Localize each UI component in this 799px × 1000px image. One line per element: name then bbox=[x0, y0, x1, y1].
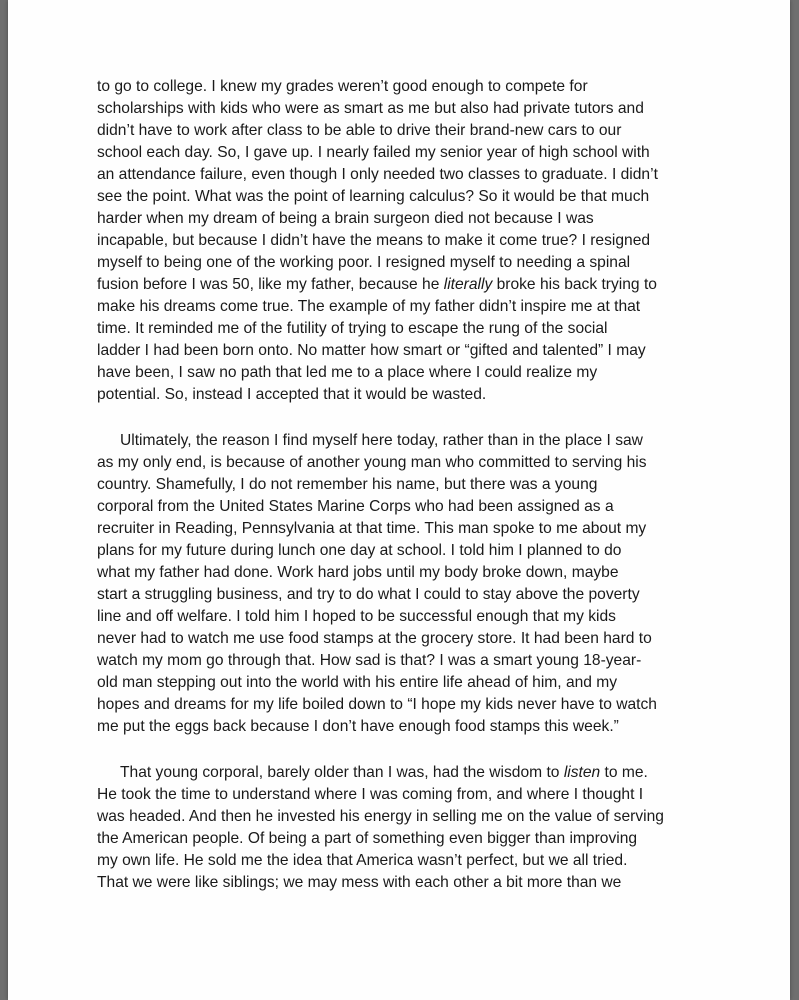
text-line: potential. So, instead I accepted that it would be wasted. bbox=[97, 386, 487, 403]
text-line: was headed. And then he invested his energy in selling me on the value of serving bbox=[97, 808, 664, 825]
text-line: plans for my future during lunch one day at school. I told him I planned to do bbox=[97, 542, 622, 559]
text-line: see the point. What was the point of learning calculus? So it would be that much bbox=[97, 188, 650, 205]
text-line: He took the time to understand where I was coming from, and where I thought I bbox=[97, 786, 644, 803]
text-line: incapable, but because I didn’t have the means to make it come true? I resigned bbox=[97, 232, 651, 249]
text-line: myself to being one of the working poor. I resigned myself to needing a spinal bbox=[97, 254, 631, 271]
text-line: me put the eggs back because I don’t have enough food stamps this week.” bbox=[97, 718, 619, 735]
text-line: what my father had done. Work hard jobs until my body broke down, maybe bbox=[97, 564, 619, 581]
text-line: line and off welfare. I told him I hoped to be successful enough that my kids bbox=[97, 608, 616, 625]
text-run: fusion before I was 50, like my father, because he bbox=[97, 276, 444, 293]
text-line: didn’t have to work after class to be able to drive their brand-new cars to our bbox=[97, 122, 622, 139]
text-line: old man stepping out into the world with his entire life ahead of him, and my bbox=[97, 674, 618, 691]
text-line bbox=[97, 275, 657, 295]
text-line: school each day. So, I gave up. I nearly failed my senior year of high school with bbox=[97, 144, 650, 161]
text-run: broke his back trying to bbox=[492, 276, 657, 293]
text-line: to go to college. I knew my grades weren’t good enough to compete for bbox=[97, 78, 588, 95]
text-line: as my only end, is because of another young man who committed to serving his bbox=[97, 454, 647, 471]
document-page bbox=[8, 0, 790, 1000]
italic-emphasis: listen bbox=[563, 764, 601, 781]
text-line: Ultimately, the reason I find myself here today, rather than in the place I saw bbox=[120, 432, 643, 449]
text-line: the American people. Of being a part of something even bigger than improving bbox=[97, 830, 638, 847]
text-line: harder when my dream of being a brain surgeon died not because I was bbox=[97, 210, 594, 227]
text-line: time. It reminded me of the futility of trying to escape the rung of the social bbox=[97, 320, 608, 337]
text-line: recruiter in Reading, Pennsylvania at that time. This man spoke to me about my bbox=[97, 520, 647, 537]
italic-emphasis: literally bbox=[443, 276, 493, 293]
text-run: to me. bbox=[600, 764, 648, 781]
text-line: start a struggling business, and try to do what I could to stay above the poverty bbox=[97, 586, 640, 603]
text-line: have been, I saw no path that led me to a place where I could realize my bbox=[97, 364, 598, 381]
text-line bbox=[120, 763, 648, 783]
text-line: scholarships with kids who were as smart as me but also had private tutors and bbox=[97, 100, 644, 117]
text-line: an attendance failure, even though I only needed two classes to graduate. I didn’t bbox=[97, 166, 658, 183]
text-line: hopes and dreams for my life boiled down to “I hope my kids never have to watch bbox=[97, 696, 657, 713]
text-line: make his dreams come true. The example of my father didn’t inspire me at that bbox=[97, 298, 641, 315]
text-line: never had to watch me use food stamps at the grocery store. It had been hard to bbox=[97, 630, 652, 647]
text-line: watch my mom go through that. How sad is that? I was a smart young 18-year- bbox=[97, 652, 642, 669]
text-line: country. Shamefully, I do not remember his name, but there was a young bbox=[97, 476, 598, 493]
text-line: my own life. He sold me the idea that America wasn’t perfect, but we all tried. bbox=[97, 852, 628, 869]
text-run: That young corporal, barely older than I was, had the wisdom to bbox=[120, 764, 564, 781]
text-line: ladder I had been born onto. No matter how smart or “gifted and talented” I may bbox=[97, 342, 646, 359]
text-line: That we were like siblings; we may mess with each other a bit more than we bbox=[97, 874, 622, 891]
text-line: corporal from the United States Marine Corps who had been assigned as a bbox=[97, 498, 614, 515]
